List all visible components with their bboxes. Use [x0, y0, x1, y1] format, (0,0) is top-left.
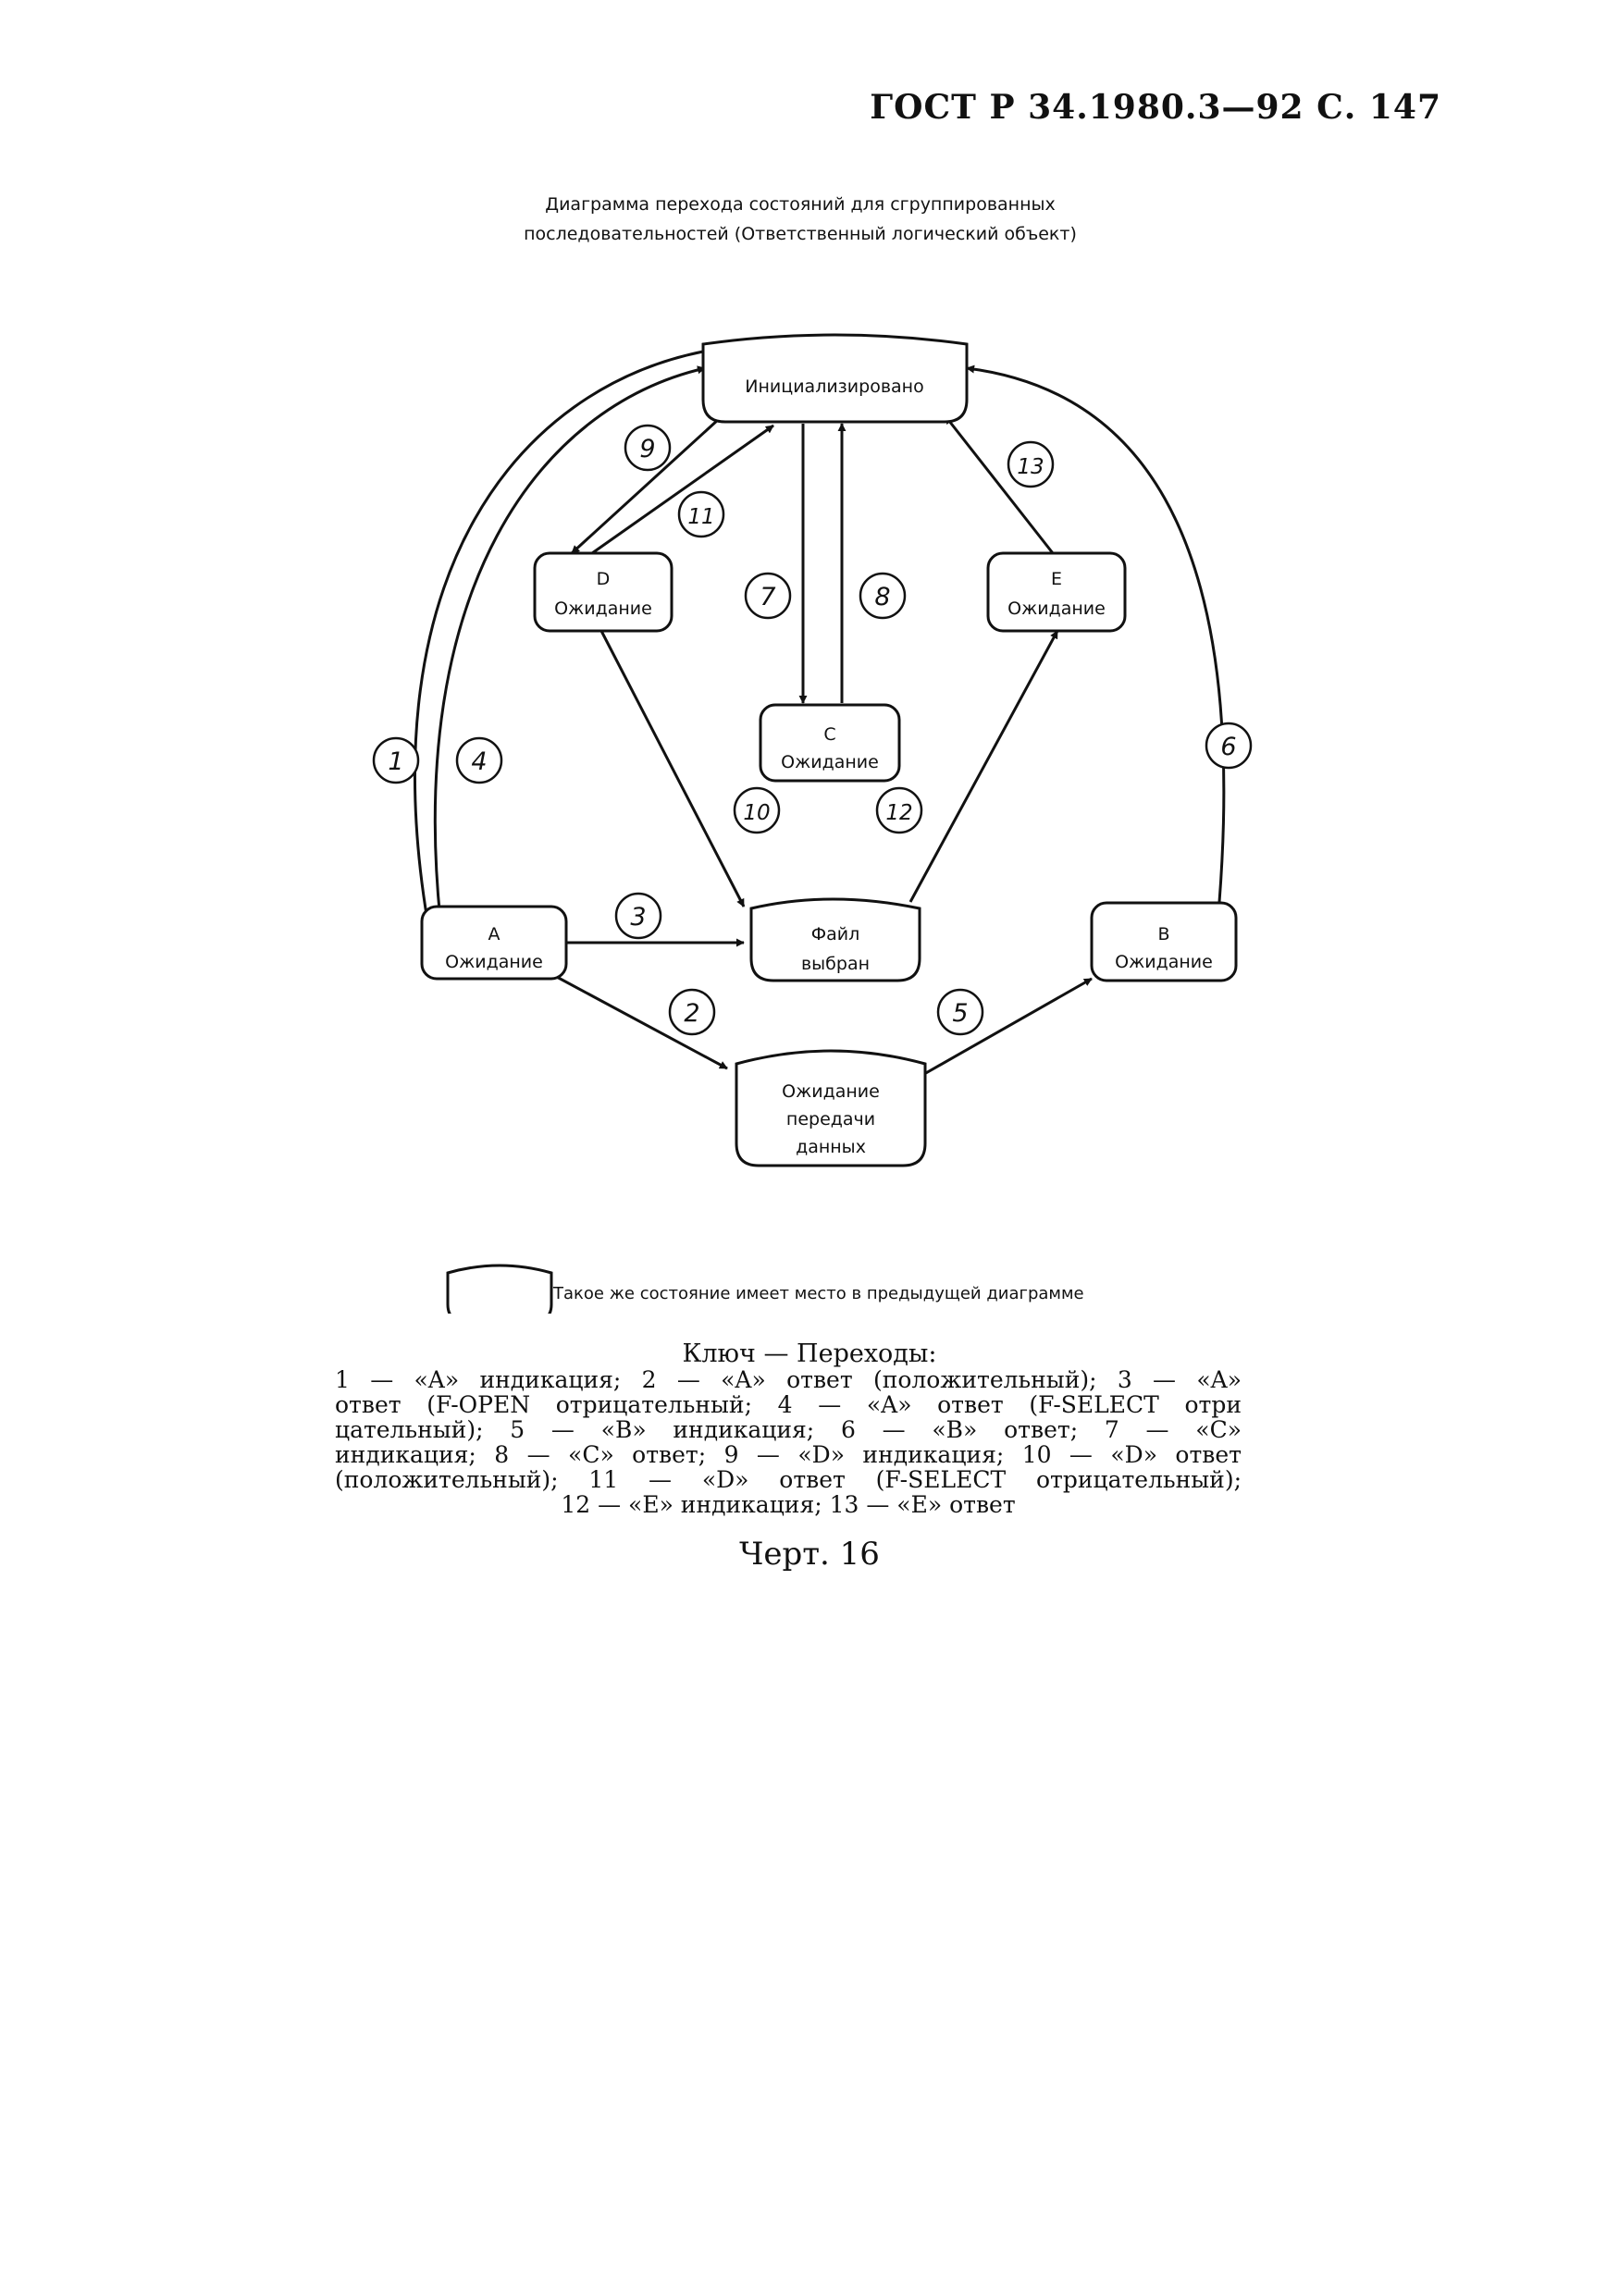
state-data-label-1: Ожидание: [782, 1081, 880, 1102]
key-line-1: 1 — «A» индикация; 2 — «A» ответ (положительный); 3 — «A»: [335, 1366, 1242, 1393]
state-c-letter: C: [823, 724, 836, 745]
state-e-label: Ожидание: [1007, 599, 1106, 619]
transition-5-label: 5: [952, 999, 969, 1028]
state-d-label: Ожидание: [554, 599, 652, 619]
diagram-title-line-1: Диаграмма перехода состояний для сгруппированных: [545, 194, 1056, 215]
transition-2-label: 2: [684, 999, 700, 1028]
transition-6-label: 6: [1220, 733, 1237, 761]
page-header: ГОСТ Р 34.1980.3—92 С. 147: [870, 88, 1441, 127]
key-line-6: 12 — «E» индикация; 13 — «E» ответ: [561, 1491, 1016, 1518]
transition-4-label: 4: [471, 747, 488, 776]
key-line-5: (положительный); 11 — «D» ответ (F-SELECT отрицательный);: [335, 1466, 1242, 1493]
key-line-4: индикация; 8 — «C» ответ; 9 — «D» индикация; 10 — «D» ответ: [335, 1441, 1242, 1468]
state-file-label-1: Файл: [810, 924, 860, 944]
key-line-3: цательный); 5 — «B» индикация; 6 — «B» ответ; 7 — «C»: [335, 1416, 1242, 1443]
figure-caption: Черт. 16: [739, 1536, 880, 1573]
state-c-label: Ожидание: [781, 752, 879, 772]
transition-13-label: 13: [1017, 455, 1044, 479]
legend-symbol: [448, 1265, 551, 1314]
state-b-letter: B: [1157, 924, 1170, 944]
state-data-label-2: передачи: [785, 1109, 876, 1129]
transition-1-label: 1: [388, 747, 404, 776]
state-e-letter: E: [1050, 569, 1063, 589]
diagram-title-line-2: последовательностей (Ответственный логический объект): [524, 224, 1077, 244]
transition-11-arrow: [592, 426, 773, 553]
state-e-waiting: [988, 553, 1125, 631]
state-b-label: Ожидание: [1115, 952, 1213, 972]
transition-12-arrow: [910, 631, 1057, 902]
state-file-label-2: выбран: [800, 954, 871, 974]
state-a-letter: A: [488, 924, 501, 944]
legend-text: Такое же состояние имеет место в предыдущей диаграмме: [553, 1284, 1084, 1303]
transition-3-label: 3: [630, 903, 647, 932]
transition-12-label: 12: [885, 801, 913, 825]
state-a-label: Ожидание: [445, 952, 543, 972]
transition-10-arrow: [601, 631, 744, 907]
state-data-label-3: данных: [796, 1137, 866, 1157]
transition-6-arrow: [967, 368, 1224, 902]
transition-11-label: 11: [687, 505, 715, 529]
transition-8-label: 8: [874, 583, 891, 611]
transition-10-label: 10: [743, 801, 771, 825]
state-d-letter: D: [596, 569, 611, 589]
transition-7-label: 7: [760, 583, 776, 611]
state-d-waiting: [535, 553, 672, 631]
key-title: Ключ — Переходы:: [682, 1339, 937, 1368]
state-initialized-label: Инициализировано: [745, 376, 924, 397]
key-line-2: ответ (F-OPEN отрицательный; 4 — «A» ответ (F-SELECT отри: [335, 1391, 1242, 1418]
transition-9-label: 9: [639, 435, 656, 463]
